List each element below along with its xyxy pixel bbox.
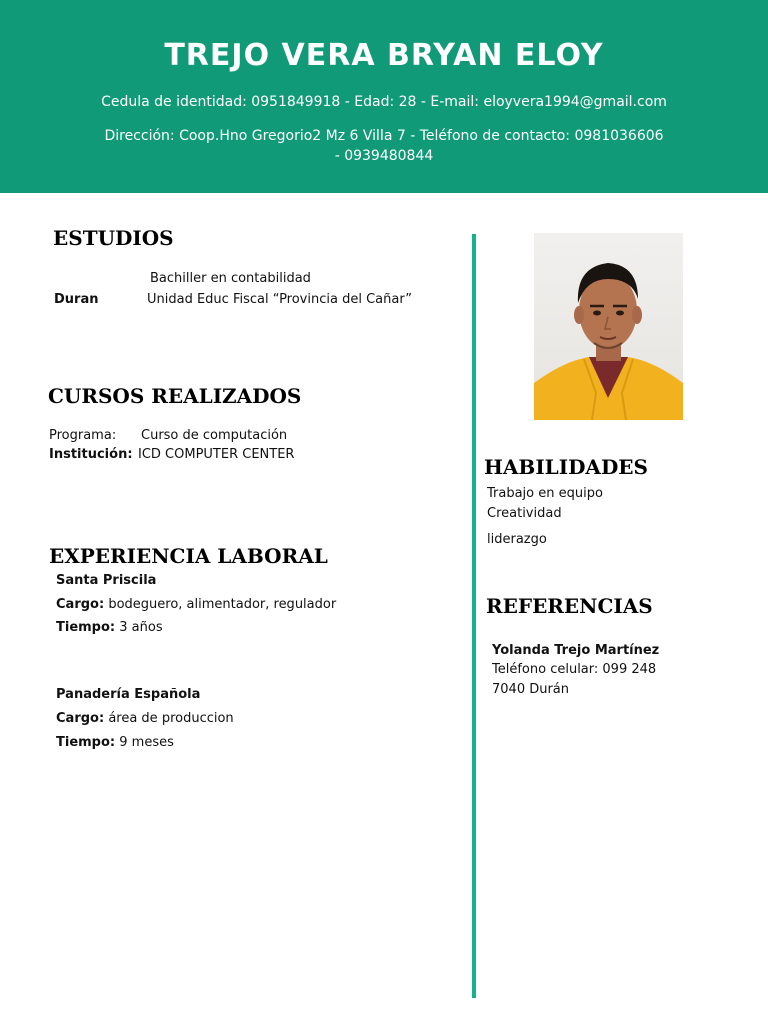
contact-id-line: Cedula de identidad: 0951849918 - Edad: 28 - E-mail: eloyvera1994@gmail.com <box>101 94 667 110</box>
job-tiempo-value: 3 años <box>119 620 163 635</box>
header-banner <box>0 0 768 193</box>
experience-heading: EXPERIENCIA LABORAL <box>49 544 328 568</box>
reference-name: Yolanda Trejo Martínez <box>492 643 660 658</box>
job-cargo-value: área de produccion <box>108 711 234 726</box>
column-divider <box>472 234 476 998</box>
skill-item: Creatividad <box>487 506 562 521</box>
job-company: Santa Priscila <box>56 573 157 588</box>
job-cargo <box>56 711 234 726</box>
references-heading: REFERENCIAS <box>486 594 653 618</box>
job-tiempo <box>56 735 174 750</box>
profile-photo-illustration <box>534 233 683 420</box>
studies-city: Duran <box>54 292 99 307</box>
contact-address-line: Dirección: Coop.Hno Gregorio2 Mz 6 Villa 7 - Teléfono de contacto: 0981036606 - 0939480844 <box>104 128 664 164</box>
job-tiempo-label: Tiempo: <box>56 735 116 750</box>
studies-school: Unidad Educ Fiscal “Provincia del Cañar” <box>147 292 412 307</box>
courses-institution-value: ICD COMPUTER CENTER <box>138 447 295 462</box>
job-cargo-value: bodeguero, alimentador, regulador <box>108 597 337 612</box>
courses-program-label: Programa: <box>49 428 117 443</box>
skills-heading: HABILIDADES <box>484 455 648 479</box>
job-tiempo-label: Tiempo: <box>56 620 116 635</box>
reference-phone-line1: Teléfono celular: 099 248 <box>492 662 657 677</box>
courses-heading: CURSOS REALIZADOS <box>48 384 302 408</box>
reference-phone-line2: 7040 Durán <box>492 682 570 697</box>
skill-item: liderazgo <box>487 532 547 547</box>
candidate-name: TREJO VERA BRYAN ELOY <box>164 38 604 73</box>
job-cargo-label: Cargo: <box>56 597 105 612</box>
skill-item: Trabajo en equipo <box>487 486 603 501</box>
studies-heading: ESTUDIOS <box>53 226 174 250</box>
job-cargo-label: Cargo: <box>56 711 105 726</box>
job-company: Panadería Española <box>56 687 201 702</box>
job-tiempo <box>56 620 163 635</box>
job-tiempo-value: 9 meses <box>119 735 174 750</box>
studies-degree: Bachiller en contabilidad <box>150 271 311 286</box>
profile-photo <box>534 233 683 420</box>
job-cargo <box>56 597 336 612</box>
courses-program-value: Curso de computación <box>141 428 288 443</box>
courses-institution-label: Institución: <box>49 447 133 462</box>
